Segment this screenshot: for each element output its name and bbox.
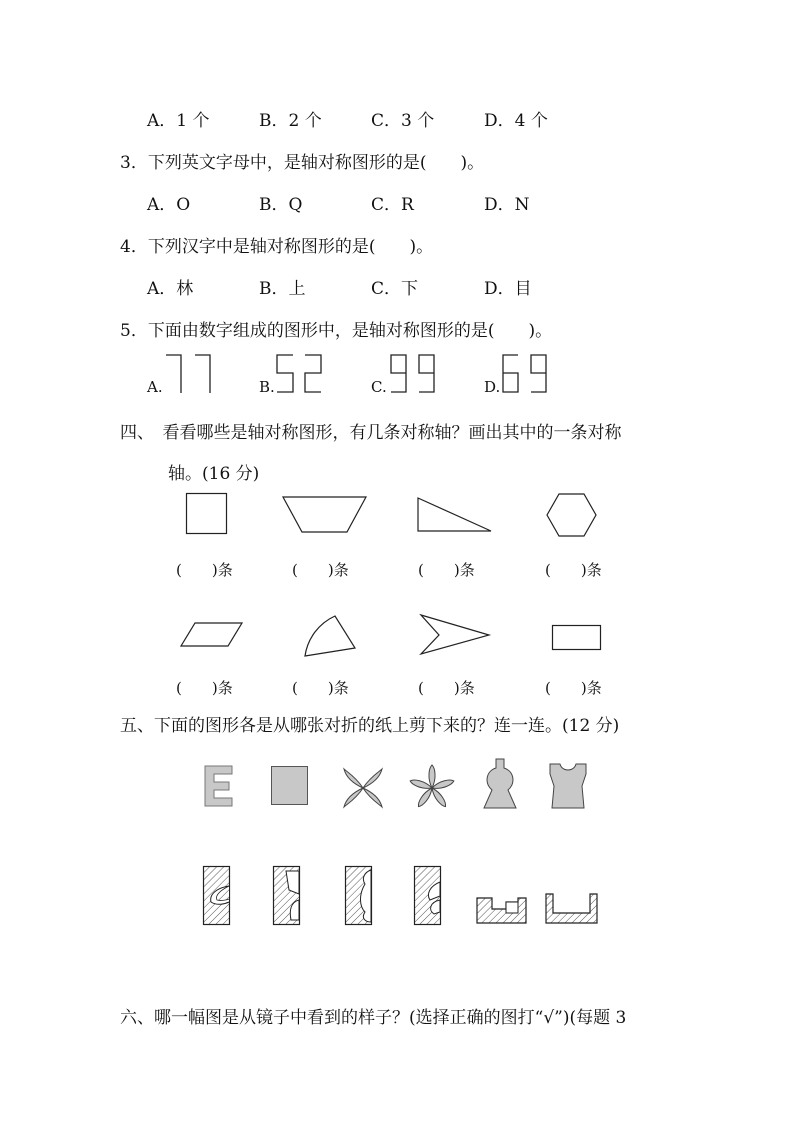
q3-stem: 3．下列英文字母中，是轴对称图形的是( )。 bbox=[120, 153, 485, 173]
q5-option-c-digits-99-icon[interactable] bbox=[388, 353, 440, 395]
q5-option-a-letter[interactable]: A. bbox=[147, 378, 163, 396]
q4-option-a[interactable]: A．林 bbox=[147, 279, 194, 299]
q5-stem: 5．下面由数字组成的图形中，是轴对称图形的是( )。 bbox=[120, 321, 553, 341]
four-petal-flower-icon[interactable] bbox=[342, 767, 384, 809]
trapezoid-icon bbox=[282, 496, 368, 534]
q3-option-b[interactable]: B．Q bbox=[259, 195, 303, 215]
q2-option-a[interactable]: A．1 个 bbox=[147, 111, 210, 131]
answer-blank-4[interactable]: ( )条 bbox=[545, 561, 602, 579]
q5-option-b-digits-52-icon[interactable] bbox=[274, 353, 326, 395]
q3-option-c[interactable]: C．R bbox=[371, 195, 414, 215]
folded-paper-4-icon[interactable] bbox=[414, 866, 442, 926]
filled-square-icon[interactable] bbox=[271, 766, 309, 806]
q3-option-d[interactable]: D．N bbox=[484, 195, 530, 215]
answer-blank-5[interactable]: ( )条 bbox=[176, 679, 233, 697]
sector-icon bbox=[300, 612, 366, 660]
answer-blank-7[interactable]: ( )条 bbox=[418, 679, 475, 697]
five-petal-flower-icon[interactable] bbox=[408, 764, 456, 810]
q2-option-b[interactable]: B．2 个 bbox=[259, 111, 322, 131]
q5-option-b-letter[interactable]: B. bbox=[259, 378, 275, 396]
vase-icon[interactable] bbox=[480, 758, 520, 810]
letter-e-icon[interactable] bbox=[204, 765, 234, 807]
q2-option-c[interactable]: C．3 个 bbox=[371, 111, 435, 131]
q4-option-c[interactable]: C．下 bbox=[371, 279, 419, 299]
section6-title: 六、哪一幅图是从镜子中看到的样子？(选择正确的图打“√”)(每题 3 bbox=[120, 1008, 627, 1028]
q3-option-a[interactable]: A．O bbox=[147, 195, 191, 215]
parallelogram-icon bbox=[180, 622, 244, 648]
q4-stem: 4．下列汉字中是轴对称图形的是( )。 bbox=[120, 237, 434, 257]
q4-option-b[interactable]: B．上 bbox=[259, 279, 306, 299]
square-icon bbox=[186, 493, 228, 535]
q2-option-d[interactable]: D．4 个 bbox=[484, 111, 548, 131]
folded-paper-5-icon[interactable] bbox=[476, 893, 528, 925]
folded-paper-2-icon[interactable] bbox=[273, 866, 301, 926]
q5-option-c-letter[interactable]: C. bbox=[371, 378, 387, 396]
rectangle-icon bbox=[552, 625, 602, 651]
section4-title-line2: 轴。(16 分) bbox=[168, 464, 260, 484]
arrowhead-icon bbox=[419, 614, 493, 656]
q5-option-d-letter[interactable]: D. bbox=[484, 378, 501, 396]
answer-blank-1[interactable]: ( )条 bbox=[176, 561, 233, 579]
q4-option-d[interactable]: D．目 bbox=[484, 279, 532, 299]
q5-option-d-digits-69-icon[interactable] bbox=[500, 353, 552, 395]
answer-blank-8[interactable]: ( )条 bbox=[545, 679, 602, 697]
right-triangle-icon bbox=[417, 497, 493, 533]
folded-paper-1-icon[interactable] bbox=[203, 866, 231, 926]
answer-blank-2[interactable]: ( )条 bbox=[292, 561, 349, 579]
section4-title-line1: 四、 看看哪些是轴对称图形，有几条对称轴？画出其中的一条对称 bbox=[120, 423, 622, 443]
answer-blank-6[interactable]: ( )条 bbox=[292, 679, 349, 697]
folded-paper-6-icon[interactable] bbox=[545, 893, 599, 925]
q5-option-a-digits-77-icon[interactable] bbox=[163, 353, 215, 395]
hexagon-icon bbox=[546, 493, 598, 537]
folded-paper-3-icon[interactable] bbox=[345, 866, 373, 926]
section5-title: 五、下面的图形各是从哪张对折的纸上剪下来的？连一连。(12 分) bbox=[120, 716, 620, 736]
vest-icon[interactable] bbox=[546, 762, 590, 810]
answer-blank-3[interactable]: ( )条 bbox=[418, 561, 475, 579]
